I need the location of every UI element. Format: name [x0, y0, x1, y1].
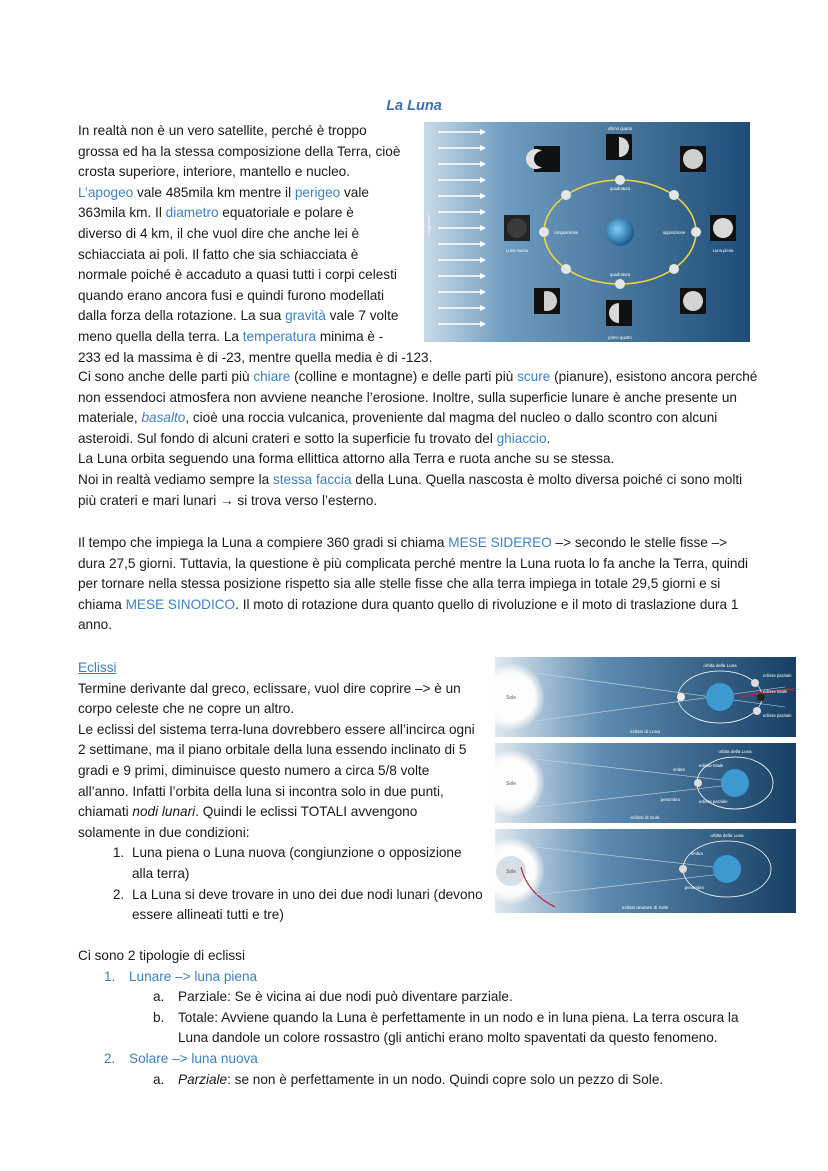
label-orbita-2: orbita della Luna [718, 749, 752, 754]
text: dalla forza della rotazione. La sua [78, 308, 286, 324]
list-item-parziale-solare [78, 1070, 778, 1091]
term-temperatura: temperatura [242, 328, 317, 344]
text: . Quindi le eclissi TOTALI avvengono solamente in due condizioni: [78, 804, 418, 840]
label-eparz-2: eclisse parziale [763, 713, 792, 718]
text: Le eclissi del sistema terra-luna dovrebbero essere all’incirca ogni 2 settimane, ma il piano orbitale della luna essendo inclinato di 5 gradi e 9 primi, diminuisce questo numero a circa 5/8 volte all’anno. Infatti l’orbita della luna si incontra solo in due punti, chiamati [78, 721, 475, 820]
term-apogeo: L’apogeo [78, 184, 134, 200]
moon-phases-figure [424, 122, 750, 342]
text: meno quella della terra. La [78, 328, 243, 344]
label-raggi: raggi solari [426, 214, 431, 234]
label-luna-nuova: Luna nuova [506, 248, 528, 253]
list-item-parziale-lunare [78, 987, 778, 1008]
intro-line: schiacciata ai poli. Il fatto che sia schiacciata è [78, 246, 359, 262]
earth-icon [713, 855, 741, 883]
list-letter: a. [153, 989, 165, 1005]
label-ultimo: ultimo quarto [607, 126, 633, 131]
text: (colline e montagne) e delle parti più [290, 369, 518, 384]
term-diametro: diametro [165, 205, 219, 221]
caption-eclissi-sole: eclissi di Sole [630, 816, 660, 821]
list-intro: Ci sono 2 tipologie di eclissi [78, 948, 245, 963]
term-sinodico: MESE SINODICO [125, 596, 236, 612]
list-item: 1. Luna piena o Luna nuova (congiunzione o opposizione alla terra) [128, 843, 483, 884]
text: vale 7 volte [325, 308, 399, 324]
label-penombra-2: penombra [661, 797, 680, 802]
text: vale 485mila km mentre il [133, 184, 295, 200]
term-gravita: gravità [285, 308, 326, 324]
term-faccia: stessa faccia [272, 471, 352, 487]
label-sole-1: Sole [505, 695, 517, 701]
eclipse-types-list [78, 946, 778, 1090]
label-orbita-3: orbita della Luna [710, 833, 744, 838]
text-block: Termine derivante dal greco, eclissare, vuol dire coprire –> è un corpo celeste che ne copre un altro. [78, 680, 461, 717]
term-scure: scure [517, 369, 551, 384]
text: della Luna. Quella nascosta è molto diversa poiché ci sono molti più crateri e mari lunari [78, 471, 743, 508]
earth-icon [721, 769, 749, 797]
term-basalto: basalto [141, 410, 186, 426]
list-text: Solare –> luna nuova [129, 1050, 258, 1066]
text: 363mila km. Il [78, 205, 166, 221]
text-block [78, 367, 758, 449]
text: Ci sono anche delle parti più [78, 369, 254, 384]
term-chiare: chiare [253, 369, 291, 384]
text: si trova verso l’esterno. [233, 492, 378, 508]
earth-icon [606, 218, 634, 246]
label-eparz-1: eclisse parziale [763, 673, 792, 678]
term-nodi: nodi lunari [132, 804, 196, 820]
list-item-totale-lunare [78, 1008, 748, 1049]
term-perigeo: perigeo [294, 184, 341, 200]
list-letter: a. [153, 1071, 165, 1087]
list-letter: b. [153, 1009, 165, 1025]
eclissi-heading: Eclissi [78, 660, 117, 675]
label-etot-1: eclisse totale [763, 689, 788, 694]
text-block: La Luna orbita seguendo una forma ellittica attorno alla Terra e ruota anche su se stessa. [78, 451, 615, 467]
label-umbra-2: ombra [673, 767, 685, 772]
label-congiunzione: congiunzione [553, 230, 579, 235]
caption-eclissi-luna: eclissi di Luna [629, 730, 661, 735]
label-sole-3: Sole [505, 869, 517, 875]
eclissi-heading-line [78, 658, 483, 679]
intro-line: normale poiché è accaduto a quasi tutti i corpi celesti [78, 267, 397, 283]
list-item: 2. La Luna si deve trovare in uno dei due nodi lunari (devono essere allineati tutti e tre) [128, 885, 483, 926]
intro-line: crosta superiore, interiore, mantello e nucleo. [78, 164, 351, 180]
intro-line: quando erano ancora fusi e quindi furono modellati [78, 287, 385, 303]
list-text: Lunare –> luna piena [129, 968, 258, 984]
label-umbra-3: ombra [691, 851, 703, 856]
text: vale [340, 184, 369, 200]
text-block [78, 720, 483, 844]
intro-line: In realtà non è un vero satellite, perché è troppo [78, 123, 367, 138]
text: . Il moto di rotazione dura quanto quello di rivoluzione e il moto di traslazione dura 1 anno. [78, 596, 739, 633]
label-quadratura-bot: quadratura [609, 272, 631, 277]
list-item-lunare [78, 967, 778, 988]
text: –> secondo le stelle fisse –> dura 27,5 giorni. Tuttavia, la questione è più complicata perché mentre la Luna ruota lo fa anche la Terra, quindi per tornare nella stessa posizione rispetto sia alle stelle fisse che alla terra impiega in totale 29,5 giorni e si chiama [78, 535, 749, 612]
list-number: 1. [104, 968, 116, 984]
intro-line: 233 ed la massima è di -23, mentre quella media è di -123. [78, 349, 433, 365]
label-luna-piena: Luna piena [712, 248, 734, 253]
list-text: Totale: Avviene quando la Luna è perfettamente in un nodo e in luna piena. La terra oscura la Luna dandole un colore rossastro (gli antichi erano molto spaventati da questo fenomeno. [178, 1009, 739, 1046]
term-ghiaccio: ghiaccio [496, 430, 547, 446]
list-item-solare [78, 1049, 778, 1070]
arrow-icon: → [220, 492, 234, 508]
label-sole-2: Sole [505, 781, 517, 787]
text-block [78, 470, 758, 511]
text-block [78, 533, 758, 636]
text: equatoriale e polare è [218, 205, 354, 221]
conditions-list [78, 843, 483, 925]
label-eparz-3: eclisse parziale [699, 799, 728, 804]
eclissi-section [78, 658, 483, 926]
text: , cioè una roccia vulcanica, proveniente dal magma del nucleo o dallo scontro con alcuni asteroidi. Sul fondo di alcuni crateri e sotto la superficie fu trovato del [78, 410, 718, 446]
term-parziale: Parziale [178, 1071, 228, 1087]
label-primo: primo quarto [608, 335, 632, 340]
label-orbita-1: orbita della Luna [703, 663, 737, 668]
intro-line [78, 203, 413, 224]
text: . [546, 430, 551, 446]
text: Noi in realtà vediamo sempre la [78, 471, 273, 487]
eclipse-figure [495, 657, 796, 913]
list-text: Parziale: Se è vicina ai due nodi può diventare parziale. [178, 989, 513, 1005]
term-sidereo: MESE SIDEREO [448, 535, 552, 550]
caption-eclissi-anulare: eclissi anulare di Sole [621, 906, 669, 911]
intro-line: diverso di 4 km, il che vuol dire che anche lei è [78, 225, 360, 241]
label-quadratura-top: quadratura [609, 186, 631, 191]
text: (pianure), esistono ancora perché non essendoci atmosfera non avviene neanche l’erosione. Inoltre, sulla superficie lunare è anche presente un materiale, [78, 369, 758, 426]
label-etot-2: eclisse totale [699, 763, 724, 768]
label-penombra-3: penombra [685, 885, 704, 890]
intro-line [78, 306, 413, 327]
paragraph-months [78, 533, 758, 636]
intro-line [78, 183, 413, 204]
list-number: 2. [104, 1050, 116, 1066]
list-text: : se non è perfettamente in un nodo. Quindi copre solo un pezzo di Sole. [227, 1071, 664, 1087]
page-title: La Luna [386, 98, 442, 114]
paragraph-surface [78, 367, 758, 511]
label-opposizione: opposizione [662, 230, 686, 235]
intro-line: grossa ed ha la stessa composizione della Terra, cioè [78, 143, 401, 159]
text: minima è - [316, 328, 384, 344]
earth-icon [706, 683, 734, 711]
intro-line [78, 327, 413, 348]
text: Il tempo che impiega la Luna a compiere 360 gradi si chiama [78, 535, 449, 550]
